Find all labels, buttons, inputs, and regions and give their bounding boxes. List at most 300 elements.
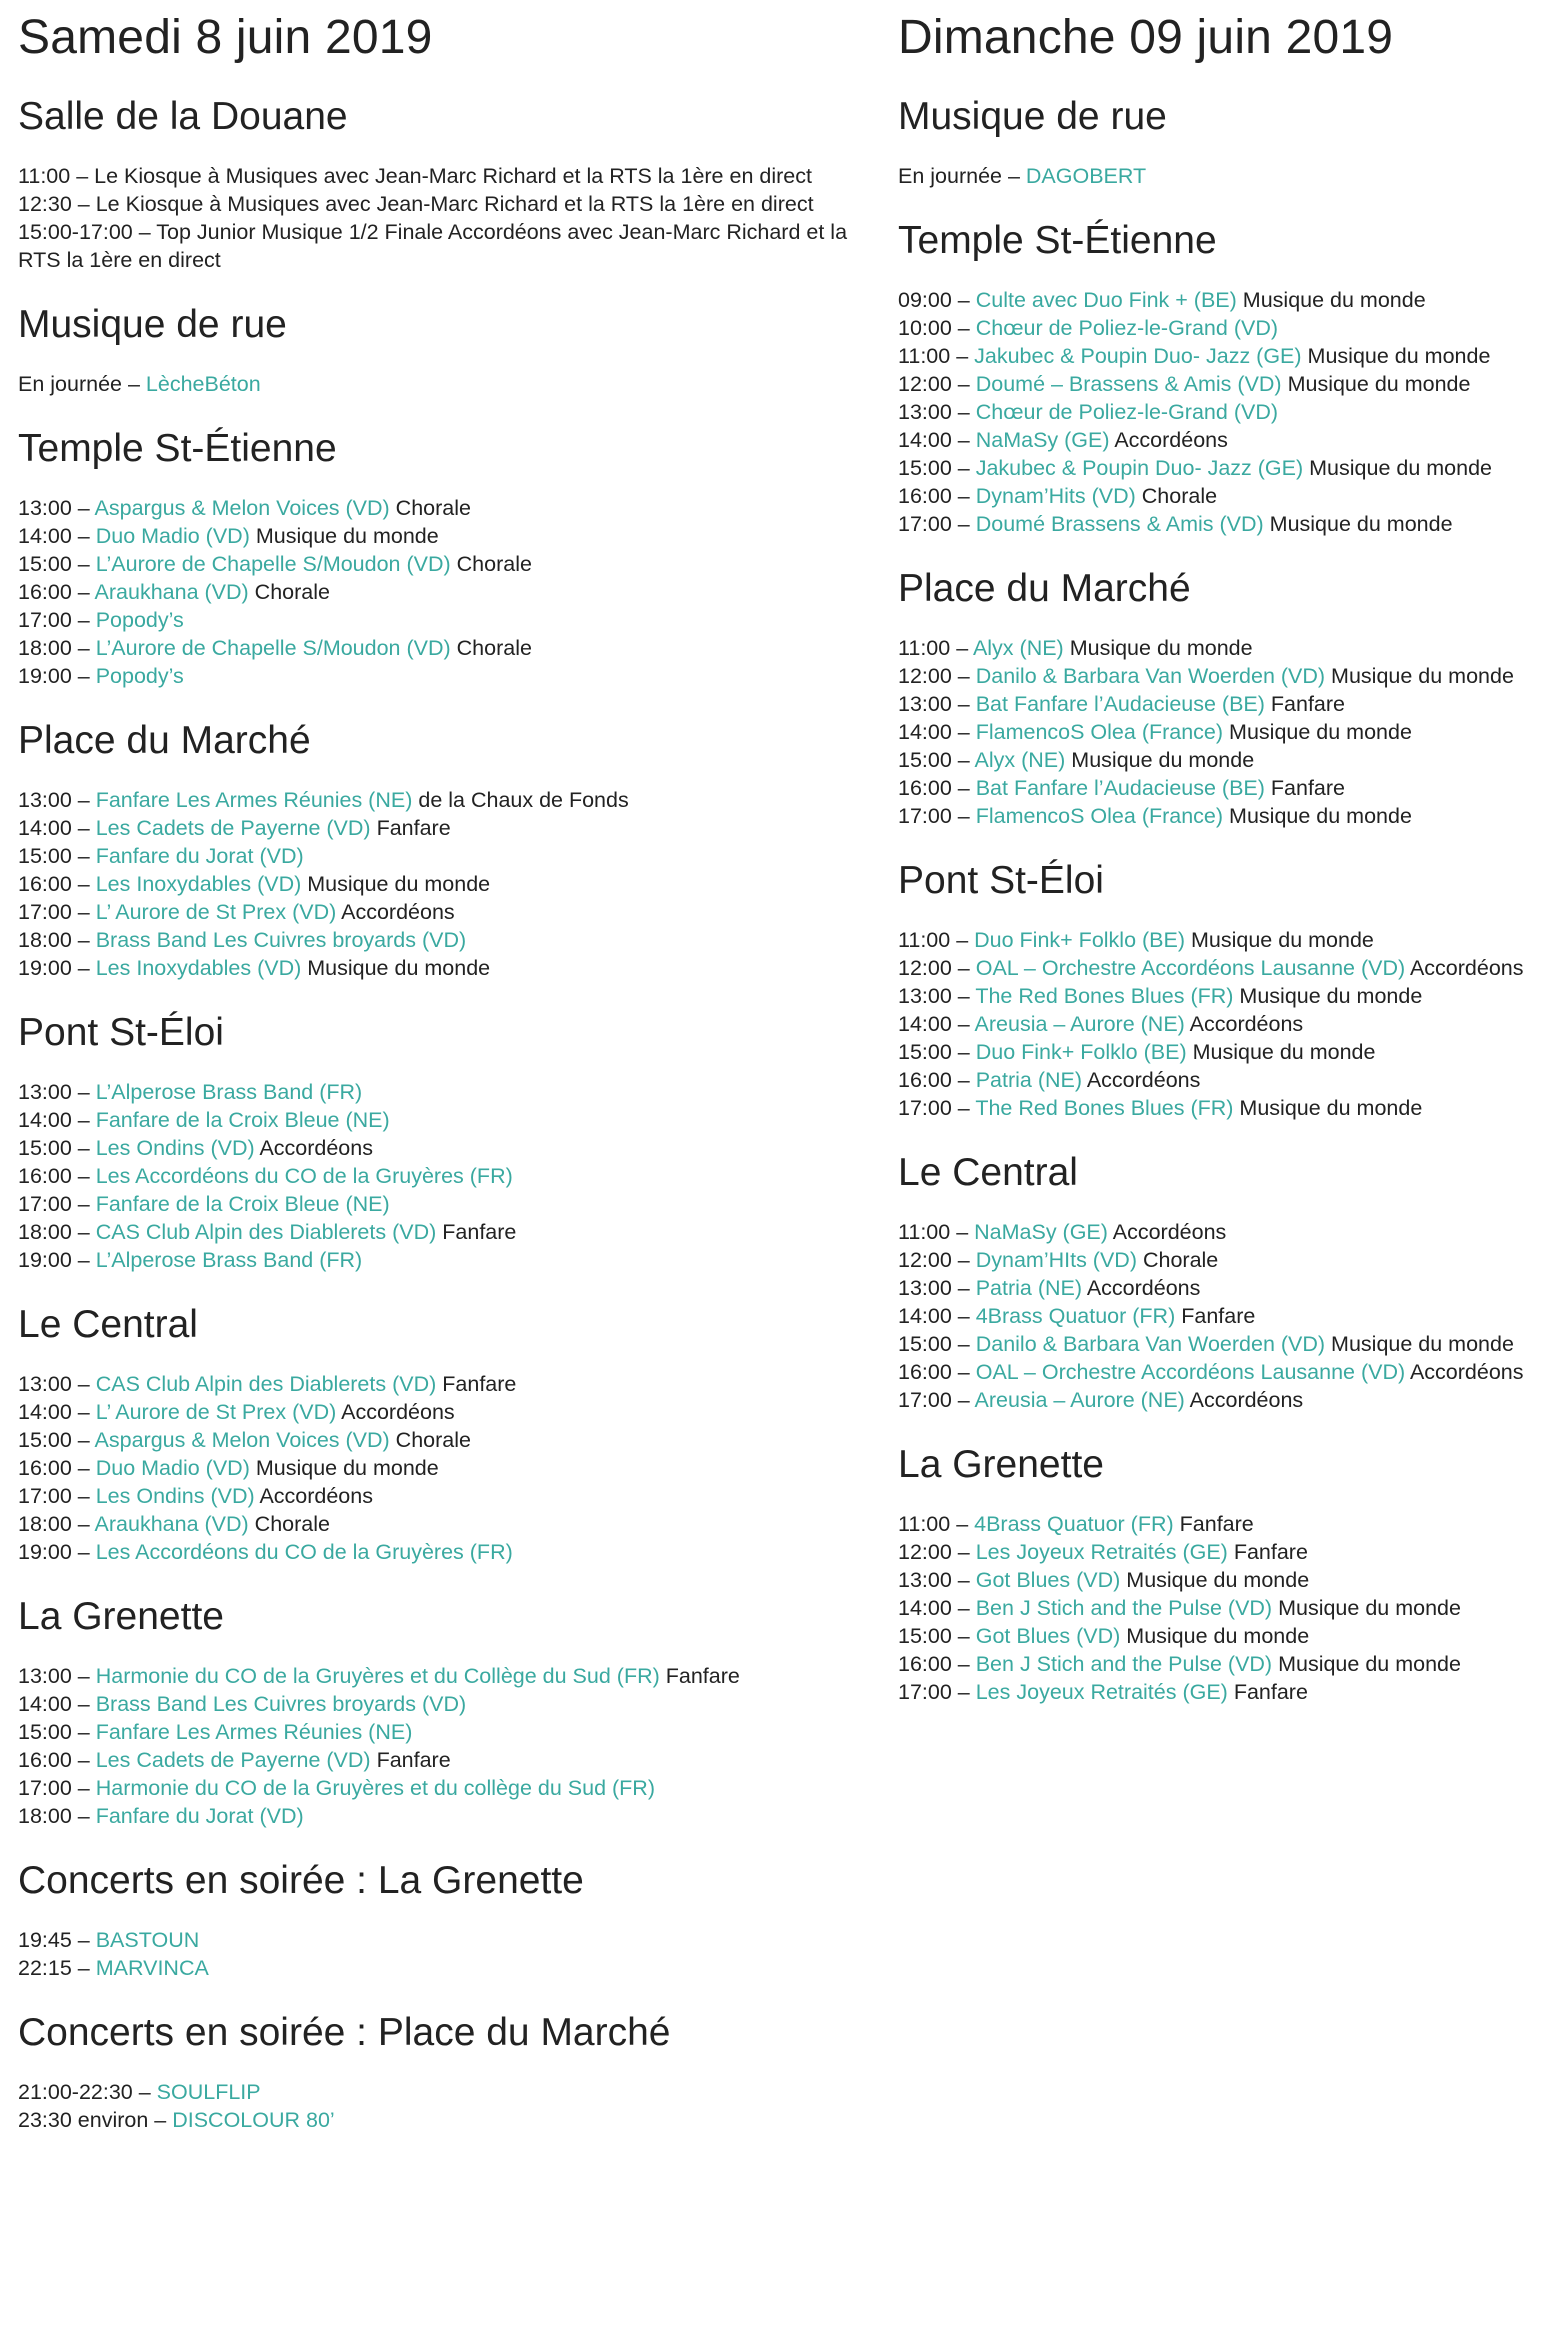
entry-genre: Musique du monde xyxy=(1229,804,1412,828)
section-temple-st-etienne xyxy=(898,218,1558,538)
section-title: Place du Marché xyxy=(898,567,1191,610)
entry-time: 16:00 xyxy=(898,484,952,508)
entry-genre: Chorale xyxy=(254,580,330,604)
schedule-entry: 12:00 – Doumé – Brassens & Amis (VD) Musique du monde xyxy=(898,372,1471,396)
entry-genre: Chorale xyxy=(254,1512,330,1536)
performer-link[interactable]: FlamencoS Olea (France) xyxy=(975,720,1224,744)
entry-genre: Accordéons xyxy=(1086,1068,1201,1092)
entry-time: 17:00 xyxy=(898,804,952,828)
entry-time: 18:00 xyxy=(18,1512,72,1536)
entry-time: 17:00 xyxy=(898,1096,952,1120)
section-musique-de-rue xyxy=(898,94,1558,190)
schedule-entry: 14:00 – Les Cadets de Payerne (VD) Fanfare xyxy=(18,816,451,840)
entry-time: 16:00 xyxy=(18,1456,72,1480)
performer-link[interactable]: Les Cadets de Payerne (VD) xyxy=(95,1748,371,1772)
entry-time: 10:00 xyxy=(898,316,952,340)
entry-genre: Accordéons xyxy=(1112,1220,1227,1244)
schedule-entry: 13:00 – L’Alperose Brass Band (FR) xyxy=(18,1080,363,1104)
performer-link[interactable]: BASTOUN xyxy=(95,1928,200,1952)
performer-link[interactable]: L’ Aurore de St Prex (VD) xyxy=(95,900,337,924)
schedule-entry: En journée – LècheBéton xyxy=(18,372,261,396)
performer-link[interactable]: Fanfare du Jorat (VD) xyxy=(95,844,304,868)
entry-genre: de la Chaux de Fonds xyxy=(418,788,629,812)
entry-genre: Musique du monde xyxy=(307,872,491,896)
entry-genre: Accordéons xyxy=(1086,1276,1201,1300)
entry-description: Le Kiosque à Musiques avec Jean-Marc Richard et la RTS la 1ère en direct xyxy=(94,164,812,188)
schedule-entry: 16:00 – Ben J Stich and the Pulse (VD) Musique du monde xyxy=(898,1652,1461,1676)
schedule-entry: 11:00 – Jakubec & Poupin Duo- Jazz (GE) Musique du monde xyxy=(898,344,1491,368)
schedule-entry: 15:00 – L’Aurore de Chapelle S/Moudon (VD) Chorale xyxy=(18,552,532,576)
entry-genre: Accordéons xyxy=(259,1136,373,1160)
entry-time: 13:00 xyxy=(18,788,72,812)
entry-time: 16:00 xyxy=(18,580,72,604)
schedule-entry: 12:00 – Dynam’HIts (VD) Chorale xyxy=(898,1248,1219,1272)
entry-time: 12:00 xyxy=(898,664,952,688)
section-title: Concerts en soirée : Place du Marché xyxy=(18,2011,671,2054)
performer-link[interactable]: Chœur de Poliez-le-Grand (VD) xyxy=(975,400,1278,424)
schedule-entry: 15:00 – Alyx (NE) Musique du monde xyxy=(898,748,1255,772)
performer-link[interactable]: SOULFLIP xyxy=(156,2080,261,2104)
entry-time: 19:00 xyxy=(18,1248,72,1272)
schedule-entry: 17:00 – Harmonie du CO de la Gruyères et du collège du Sud (FR) xyxy=(18,1776,655,1800)
entry-time: 17:00 xyxy=(18,900,72,924)
entry-genre: Chorale xyxy=(456,552,532,576)
performer-link[interactable]: Dynam’HIts (VD) xyxy=(975,1248,1137,1272)
performer-link[interactable]: CAS Club Alpin des Diablerets (VD) xyxy=(95,1220,437,1244)
section-le-central xyxy=(898,1150,1558,1414)
schedule-entry: 19:45 – BASTOUN xyxy=(18,1928,200,1952)
performer-link[interactable]: Ben J Stich and the Pulse (VD) xyxy=(975,1596,1273,1620)
entry-time: 17:00 xyxy=(18,1776,72,1800)
performer-link[interactable]: Duo Fink+ Folklo (BE) xyxy=(974,928,1186,952)
entry-genre: Musique du monde xyxy=(255,1456,439,1480)
section-musique-de-rue xyxy=(18,302,878,398)
entry-genre: Musique du monde xyxy=(1192,1040,1376,1064)
entry-genre: Musique du monde xyxy=(1309,456,1493,480)
performer-link[interactable]: Duo Fink+ Folklo (BE) xyxy=(975,1040,1187,1064)
entry-time: 17:00 xyxy=(898,1388,952,1412)
entry-time: 13:00 xyxy=(18,1080,72,1104)
performer-link[interactable]: Les Ondins (VD) xyxy=(95,1484,255,1508)
entry-time: 18:00 xyxy=(18,636,72,660)
entry-time: 14:00 xyxy=(18,524,72,548)
section-title: La Grenette xyxy=(898,1443,1104,1486)
schedule-entry: 11:00 – Duo Fink+ Folklo (BE) Musique du monde xyxy=(898,928,1374,952)
schedule-entry: 13:00 – Patria (NE) Accordéons xyxy=(898,1276,1201,1300)
performer-link[interactable]: Les Inoxydables (VD) xyxy=(95,872,302,896)
schedule-entry: 14:00 – Fanfare de la Croix Bleue (NE) xyxy=(18,1108,390,1132)
schedule-entry: 13:00 – Got Blues (VD) Musique du monde xyxy=(898,1568,1310,1592)
entry-time: 14:00 xyxy=(18,1108,72,1132)
entry-genre: Chorale xyxy=(1142,1248,1219,1272)
schedule-entry: 14:00 – NaMaSy (GE) Accordéons xyxy=(898,428,1228,452)
performer-link[interactable]: FlamencoS Olea (France) xyxy=(975,804,1224,828)
section-temple-st-etienne xyxy=(18,426,878,690)
day-title: Samedi 8 juin 2019 xyxy=(18,11,433,64)
performer-link[interactable]: Araukhana (VD) xyxy=(94,580,249,604)
entry-genre: Musique du monde xyxy=(1278,1652,1461,1676)
schedule-entry: 10:00 – Chœur de Poliez-le-Grand (VD) xyxy=(898,316,1278,340)
performer-link[interactable]: Fanfare du Jorat (VD) xyxy=(95,1804,304,1828)
entry-genre: Musique du monde xyxy=(1331,1332,1514,1356)
section-title: Place du Marché xyxy=(18,719,311,762)
entry-genre: Musique du monde xyxy=(1239,984,1423,1008)
schedule-entry: 15:00 – Fanfare Les Armes Réunies (NE) xyxy=(18,1720,413,1744)
schedule-entry: 17:00 – FlamencoS Olea (France) Musique du monde xyxy=(898,804,1412,828)
performer-link[interactable]: Fanfare Les Armes Réunies (NE) xyxy=(95,1720,413,1744)
entry-time: 13:00 xyxy=(898,400,952,424)
performer-link[interactable]: The Red Bones Blues (FR) xyxy=(975,984,1234,1008)
entry-genre: Musique du monde xyxy=(1239,1096,1423,1120)
entry-genre: Accordéons xyxy=(1114,428,1228,452)
entry-time: 16:00 xyxy=(18,1748,72,1772)
schedule-entry: 17:00 – Les Joyeux Retraités (GE) Fanfare xyxy=(898,1680,1308,1704)
schedule-entry: 14:00 – L’ Aurore de St Prex (VD) Accordéons xyxy=(18,1400,455,1424)
performer-link[interactable]: Brass Band Les Cuivres broyards (VD) xyxy=(95,1692,467,1716)
performer-link[interactable]: Danilo & Barbara Van Woerden (VD) xyxy=(975,1332,1326,1356)
entry-time: 13:00 xyxy=(898,984,952,1008)
performer-link[interactable]: CAS Club Alpin des Diablerets (VD) xyxy=(95,1372,437,1396)
performer-link[interactable]: Culte avec Duo Fink + (BE) xyxy=(975,288,1237,312)
entry-description: Top Junior Musique 1/2 Finale Accordéons avec Jean-Marc Richard et la RTS la 1ère en direct xyxy=(18,220,848,272)
schedule-entry: 18:00 – Brass Band Les Cuivres broyards (VD) xyxy=(18,928,467,952)
schedule-entry: 18:00 – Araukhana (VD) Chorale xyxy=(18,1512,330,1536)
entry-genre: Musique du monde xyxy=(1278,1596,1461,1620)
entry-time: 17:00 xyxy=(898,1680,952,1704)
section-title: Pont St-Éloi xyxy=(898,859,1104,902)
section-title: Temple St-Étienne xyxy=(898,219,1217,262)
schedule-entry: 17:00 – Areusia – Aurore (NE) Accordéons xyxy=(898,1388,1304,1412)
schedule-entry: 23:30 environ – DISCOLOUR 80’ xyxy=(18,2108,335,2132)
entry-genre: Fanfare xyxy=(376,1748,451,1772)
schedule-entry: 13:00 – Chœur de Poliez-le-Grand (VD) xyxy=(898,400,1278,424)
entry-genre: Musique du monde xyxy=(1242,288,1426,312)
performer-link[interactable]: Ben J Stich and the Pulse (VD) xyxy=(975,1652,1273,1676)
schedule-entry: 17:00 – Popody’s xyxy=(18,608,184,632)
performer-link[interactable]: Got Blues (VD) xyxy=(975,1568,1121,1592)
performer-link[interactable]: L’ Aurore de St Prex (VD) xyxy=(95,1400,337,1424)
schedule-entry: 11:00 – 4Brass Quatuor (FR) Fanfare xyxy=(898,1512,1254,1536)
schedule-entry: En journée – DAGOBERT xyxy=(898,164,1147,188)
entry-time: 11:00 xyxy=(898,1512,951,1536)
performer-link[interactable]: Patria (NE) xyxy=(975,1276,1083,1300)
performer-link[interactable]: The Red Bones Blues (FR) xyxy=(975,1096,1234,1120)
entry-genre: Accordéons xyxy=(1409,956,1524,980)
entry-genre: Fanfare xyxy=(665,1664,740,1688)
entry-genre: Accordéons xyxy=(259,1484,373,1508)
performer-link[interactable]: Fanfare Les Armes Réunies (NE) xyxy=(95,788,413,812)
entry-time: 14:00 xyxy=(898,1596,952,1620)
entry-time: 11:00 xyxy=(898,344,951,368)
schedule-entry: 16:00 – OAL – Orchestre Accordéons Lausanne (VD) Accordéons xyxy=(898,1360,1524,1384)
performer-link[interactable]: Fanfare de la Croix Bleue (NE) xyxy=(95,1108,390,1132)
entry-time: 11:00 xyxy=(898,928,951,952)
schedule-entry: 15:00 – Les Ondins (VD) Accordéons xyxy=(18,1136,373,1160)
section-title: Le Central xyxy=(898,1151,1078,1194)
entry-genre: Accordéons xyxy=(1189,1388,1304,1412)
entry-genre: Fanfare xyxy=(1233,1680,1308,1704)
entry-time: En journée xyxy=(898,164,1002,188)
performer-link[interactable]: OAL – Orchestre Accordéons Lausanne (VD) xyxy=(975,1360,1406,1384)
schedule-entry: 13:00 – Bat Fanfare l’Audacieuse (BE) Fanfare xyxy=(898,692,1346,716)
entry-time: 15:00 xyxy=(18,1428,72,1452)
entry-genre: Musique du monde xyxy=(1269,512,1453,536)
schedule-entry: 14:00 – Duo Madio (VD) Musique du monde xyxy=(18,524,439,548)
schedule-entry: 18:00 – Fanfare du Jorat (VD) xyxy=(18,1804,304,1828)
entry-genre: Musique du monde xyxy=(255,524,439,548)
section-pont-st-eloi xyxy=(18,1010,878,1274)
performer-link[interactable]: Popody’s xyxy=(95,608,184,632)
entry-time: 14:00 xyxy=(18,1400,72,1424)
schedule-entry: 13:00 – Harmonie du CO de la Gruyères et du Collège du Sud (FR) Fanfare xyxy=(18,1664,740,1688)
entry-time: 17:00 xyxy=(898,512,952,536)
entry-time: 11:00 xyxy=(898,636,951,660)
entry-genre: Chorale xyxy=(456,636,532,660)
schedule-entry: 11:00 – NaMaSy (GE) Accordéons xyxy=(898,1220,1227,1244)
performer-link[interactable]: L’Aurore de Chapelle S/Moudon (VD) xyxy=(95,636,451,660)
entry-time: 14:00 xyxy=(898,1304,952,1328)
entry-time: 16:00 xyxy=(18,872,72,896)
entry-time: 12:00 xyxy=(898,956,952,980)
entry-description: Le Kiosque à Musiques avec Jean-Marc Richard et la RTS la 1ère en direct xyxy=(95,192,814,216)
schedule-entry: 19:00 – Les Inoxydables (VD) Musique du monde xyxy=(18,956,491,980)
saturday-column xyxy=(18,0,878,2134)
entry-time: 16:00 xyxy=(898,1360,952,1384)
section-title: Musique de rue xyxy=(18,303,287,346)
entry-time: 15:00 xyxy=(18,552,72,576)
performer-link[interactable]: Brass Band Les Cuivres broyards (VD) xyxy=(95,928,467,952)
section-place-du-marche xyxy=(898,566,1558,830)
entry-time: 13:00 xyxy=(898,1568,952,1592)
performer-link[interactable]: DAGOBERT xyxy=(1025,164,1147,188)
entry-time: 11:00 xyxy=(18,164,71,188)
performer-link[interactable]: Les Ondins (VD) xyxy=(95,1136,255,1160)
schedule-entry: 16:00 – Les Cadets de Payerne (VD) Fanfare xyxy=(18,1748,451,1772)
entry-genre: Accordéons xyxy=(1189,1012,1304,1036)
entry-genre: Accordéons xyxy=(341,900,455,924)
entry-time: 17:00 xyxy=(18,608,72,632)
schedule-entry: 15:00-17:00 – Top Junior Musique 1/2 Finale Accordéons avec Jean-Marc Richard et la RTS la 1ère en direct xyxy=(18,220,848,272)
entry-time: 15:00 xyxy=(898,1332,952,1356)
schedule-entry: 13:00 – The Red Bones Blues (FR) Musique du monde xyxy=(898,984,1423,1008)
performer-link[interactable]: Aspargus & Melon Voices (VD) xyxy=(94,496,390,520)
schedule-entry: 15:00 – Aspargus & Melon Voices (VD) Chorale xyxy=(18,1428,471,1452)
entry-genre: Musique du monde xyxy=(1126,1624,1310,1648)
entry-time: 19:45 xyxy=(18,1928,72,1952)
performer-link[interactable]: L’Aurore de Chapelle S/Moudon (VD) xyxy=(95,552,451,576)
entry-time: 15:00 xyxy=(18,844,72,868)
performer-link[interactable]: NaMaSy (GE) xyxy=(974,1220,1108,1244)
performer-link[interactable]: Bat Fanfare l’Audacieuse (BE) xyxy=(975,776,1265,800)
entry-time: 19:00 xyxy=(18,664,72,688)
schedule-entry: 12:00 – OAL – Orchestre Accordéons Lausanne (VD) Accordéons xyxy=(898,956,1524,980)
entry-time: 12:00 xyxy=(898,372,952,396)
entry-genre: Fanfare xyxy=(1233,1540,1308,1564)
schedule-entry: 19:00 – Les Accordéons du CO de la Gruyères (FR) xyxy=(18,1540,513,1564)
entry-genre: Fanfare xyxy=(376,816,451,840)
performer-link[interactable]: Doumé – Brassens & Amis (VD) xyxy=(975,372,1282,396)
entry-genre: Fanfare xyxy=(442,1220,517,1244)
entry-time: 15:00 xyxy=(18,1720,72,1744)
entry-time: 15:00 xyxy=(898,1624,952,1648)
performer-link[interactable]: Les Accordéons du CO de la Gruyères (FR) xyxy=(95,1164,513,1188)
performer-link[interactable]: Harmonie du CO de la Gruyères et du Collège du Sud (FR) xyxy=(95,1664,660,1688)
entry-genre: Musique du monde xyxy=(1287,372,1471,396)
schedule-entry: 09:00 – Culte avec Duo Fink + (BE) Musique du monde xyxy=(898,288,1426,312)
performer-link[interactable]: Jakubec & Poupin Duo- Jazz (GE) xyxy=(974,344,1302,368)
entry-time: 16:00 xyxy=(18,1164,72,1188)
entry-time: 14:00 xyxy=(18,1692,72,1716)
performer-link[interactable]: 4Brass Quatuor (FR) xyxy=(975,1304,1176,1328)
schedule-entry: 19:00 – L’Alperose Brass Band (FR) xyxy=(18,1248,363,1272)
performer-link[interactable]: Araukhana (VD) xyxy=(94,1512,249,1536)
section-title: Le Central xyxy=(18,1303,198,1346)
entry-time: En journée xyxy=(18,372,122,396)
entry-time: 23:30 environ xyxy=(18,2108,149,2132)
performer-link[interactable]: Bat Fanfare l’Audacieuse (BE) xyxy=(975,692,1265,716)
entry-genre: Accordéons xyxy=(1409,1360,1524,1384)
performer-link[interactable]: Got Blues (VD) xyxy=(975,1624,1121,1648)
schedule-entry: 13:00 – CAS Club Alpin des Diablerets (VD) Fanfare xyxy=(18,1372,517,1396)
performer-link[interactable]: OAL – Orchestre Accordéons Lausanne (VD) xyxy=(975,956,1406,980)
day-title: Dimanche 09 juin 2019 xyxy=(898,11,1394,64)
section-place-du-marche xyxy=(18,718,878,982)
entry-time: 14:00 xyxy=(898,720,952,744)
entry-time: 15:00 xyxy=(898,748,952,772)
performer-link[interactable]: Les Cadets de Payerne (VD) xyxy=(95,816,371,840)
schedule-entry: 18:00 – CAS Club Alpin des Diablerets (VD) Fanfare xyxy=(18,1220,517,1244)
entry-time: 13:00 xyxy=(18,1664,72,1688)
performer-link[interactable]: Harmonie du CO de la Gruyères et du collège du Sud (FR) xyxy=(95,1776,655,1800)
schedule-entry: 15:00 – Duo Fink+ Folklo (BE) Musique du monde xyxy=(898,1040,1376,1064)
section-concerts-en-soiree-la-grenette xyxy=(18,1858,878,1982)
performer-link[interactable]: L’Alperose Brass Band (FR) xyxy=(95,1248,363,1272)
performer-link[interactable]: L’Alperose Brass Band (FR) xyxy=(95,1080,363,1104)
schedule-entry: 17:00 – Les Ondins (VD) Accordéons xyxy=(18,1484,373,1508)
entry-time: 19:00 xyxy=(18,1540,72,1564)
entry-genre: Accordéons xyxy=(341,1400,455,1424)
schedule-entry: 14:00 – FlamencoS Olea (France) Musique du monde xyxy=(898,720,1412,744)
performer-link[interactable]: Duo Madio (VD) xyxy=(95,1456,250,1480)
schedule-entry: 17:00 – Fanfare de la Croix Bleue (NE) xyxy=(18,1192,390,1216)
entry-time: 15:00 xyxy=(898,456,952,480)
schedule-entry: 11:00 – Le Kiosque à Musiques avec Jean-Marc Richard et la RTS la 1ère en direct xyxy=(18,164,812,188)
entry-genre: Musique du monde xyxy=(1191,928,1374,952)
schedule-entry: 17:00 – L’ Aurore de St Prex (VD) Accordéons xyxy=(18,900,455,924)
section-concerts-en-soiree-place-du-marche xyxy=(18,2010,878,2134)
performer-link[interactable]: Les Joyeux Retraités (GE) xyxy=(975,1540,1228,1564)
section-salle-de-la-douane xyxy=(18,94,878,274)
entry-genre: Chorale xyxy=(1141,484,1218,508)
entry-genre: Musique du monde xyxy=(1307,344,1491,368)
performer-link[interactable]: DISCOLOUR 80’ xyxy=(172,2108,335,2132)
schedule-entry: 15:00 – Fanfare du Jorat (VD) xyxy=(18,844,304,868)
performer-link[interactable]: MARVINCA xyxy=(95,1956,209,1980)
performer-link[interactable]: Aspargus & Melon Voices (VD) xyxy=(94,1428,390,1452)
schedule-entry: 14:00 – Areusia – Aurore (NE) Accordéons xyxy=(898,1012,1304,1036)
schedule-entry: 17:00 – Doumé Brassens & Amis (VD) Musique du monde xyxy=(898,512,1453,536)
performer-link[interactable]: Danilo & Barbara Van Woerden (VD) xyxy=(975,664,1326,688)
entry-time: 13:00 xyxy=(18,1372,72,1396)
entry-time: 09:00 xyxy=(898,288,952,312)
performer-link[interactable]: Areusia – Aurore (NE) xyxy=(974,1388,1185,1412)
performer-link[interactable]: Chœur de Poliez-le-Grand (VD) xyxy=(975,316,1278,340)
performer-link[interactable]: Dynam’Hits (VD) xyxy=(975,484,1136,508)
performer-link[interactable]: NaMaSy (GE) xyxy=(975,428,1110,452)
entry-time: 13:00 xyxy=(18,496,72,520)
performer-link[interactable]: Fanfare de la Croix Bleue (NE) xyxy=(95,1192,390,1216)
entry-genre: Fanfare xyxy=(1270,776,1346,800)
entry-time: 12:00 xyxy=(898,1248,952,1272)
entry-genre: Fanfare xyxy=(1179,1512,1254,1536)
entry-time: 15:00 xyxy=(18,1136,72,1160)
section-title: Pont St-Éloi xyxy=(18,1011,224,1054)
performer-link[interactable]: Alyx (NE) xyxy=(974,748,1066,772)
entry-genre: Fanfare xyxy=(442,1372,517,1396)
performer-link[interactable]: Popody’s xyxy=(95,664,184,688)
schedule-entry: 15:00 – Jakubec & Poupin Duo- Jazz (GE) Musique du monde xyxy=(898,456,1493,480)
schedule-entry: 16:00 – Patria (NE) Accordéons xyxy=(898,1068,1201,1092)
entry-genre: Musique du monde xyxy=(1071,748,1255,772)
entry-time: 16:00 xyxy=(898,1068,952,1092)
performer-link[interactable]: Alyx (NE) xyxy=(972,636,1064,660)
schedule-entry: 12:00 – Danilo & Barbara Van Woerden (VD) Musique du monde xyxy=(898,664,1514,688)
performer-link[interactable]: Areusia – Aurore (NE) xyxy=(974,1012,1185,1036)
schedule-entry: 16:00 – Dynam’Hits (VD) Chorale xyxy=(898,484,1218,508)
schedule-entry: 18:00 – L’Aurore de Chapelle S/Moudon (VD) Chorale xyxy=(18,636,532,660)
schedule-entry: 14:00 – Ben J Stich and the Pulse (VD) Musique du monde xyxy=(898,1596,1461,1620)
entry-genre: Musique du monde xyxy=(1331,664,1514,688)
performer-link[interactable]: Les Inoxydables (VD) xyxy=(95,956,302,980)
entry-time: 19:00 xyxy=(18,956,72,980)
schedule-entry: 16:00 – Les Inoxydables (VD) Musique du monde xyxy=(18,872,491,896)
entry-time: 13:00 xyxy=(898,1276,952,1300)
schedule-entry: 16:00 – Araukhana (VD) Chorale xyxy=(18,580,330,604)
entry-time: 17:00 xyxy=(18,1192,72,1216)
schedule-entry: 13:00 – Fanfare Les Armes Réunies (NE) de la Chaux de Fonds xyxy=(18,788,629,812)
performer-link[interactable]: Les Accordéons du CO de la Gruyères (FR) xyxy=(95,1540,513,1564)
entry-genre: Fanfare xyxy=(1181,1304,1256,1328)
schedule-entry: 17:00 – The Red Bones Blues (FR) Musique du monde xyxy=(898,1096,1423,1120)
performer-link[interactable]: Jakubec & Poupin Duo- Jazz (GE) xyxy=(975,456,1304,480)
entry-genre: Chorale xyxy=(395,1428,471,1452)
schedule-entry: 15:00 – Got Blues (VD) Musique du monde xyxy=(898,1624,1310,1648)
performer-link[interactable]: Doumé Brassens & Amis (VD) xyxy=(975,512,1264,536)
section-title: La Grenette xyxy=(18,1595,224,1638)
entry-genre: Musique du monde xyxy=(1229,720,1412,744)
section-title: Musique de rue xyxy=(898,95,1167,138)
performer-link[interactable]: LècheBéton xyxy=(145,372,261,396)
entry-time: 21:00-22:30 xyxy=(18,2080,133,2104)
entry-time: 11:00 xyxy=(898,1220,951,1244)
entry-time: 12:30 xyxy=(18,192,72,216)
entry-genre: Musique du monde xyxy=(1069,636,1253,660)
schedule-entry: 12:30 – Le Kiosque à Musiques avec Jean-Marc Richard et la RTS la 1ère en direct xyxy=(18,192,814,216)
performer-link[interactable]: Les Joyeux Retraités (GE) xyxy=(975,1680,1228,1704)
performer-link[interactable]: 4Brass Quatuor (FR) xyxy=(974,1512,1174,1536)
entry-time: 16:00 xyxy=(898,1652,952,1676)
performer-link[interactable]: Duo Madio (VD) xyxy=(95,524,250,548)
section-la-grenette xyxy=(18,1594,878,1830)
schedule-entry: 12:00 – Les Joyeux Retraités (GE) Fanfare xyxy=(898,1540,1308,1564)
entry-time: 13:00 xyxy=(898,692,952,716)
sunday-column xyxy=(898,0,1558,1706)
schedule-entry: 14:00 – Brass Band Les Cuivres broyards (VD) xyxy=(18,1692,467,1716)
performer-link[interactable]: Patria (NE) xyxy=(975,1068,1083,1092)
schedule-entry: 21:00-22:30 – SOULFLIP xyxy=(18,2080,261,2104)
entry-time: 12:00 xyxy=(898,1540,952,1564)
section-la-grenette xyxy=(898,1442,1558,1706)
